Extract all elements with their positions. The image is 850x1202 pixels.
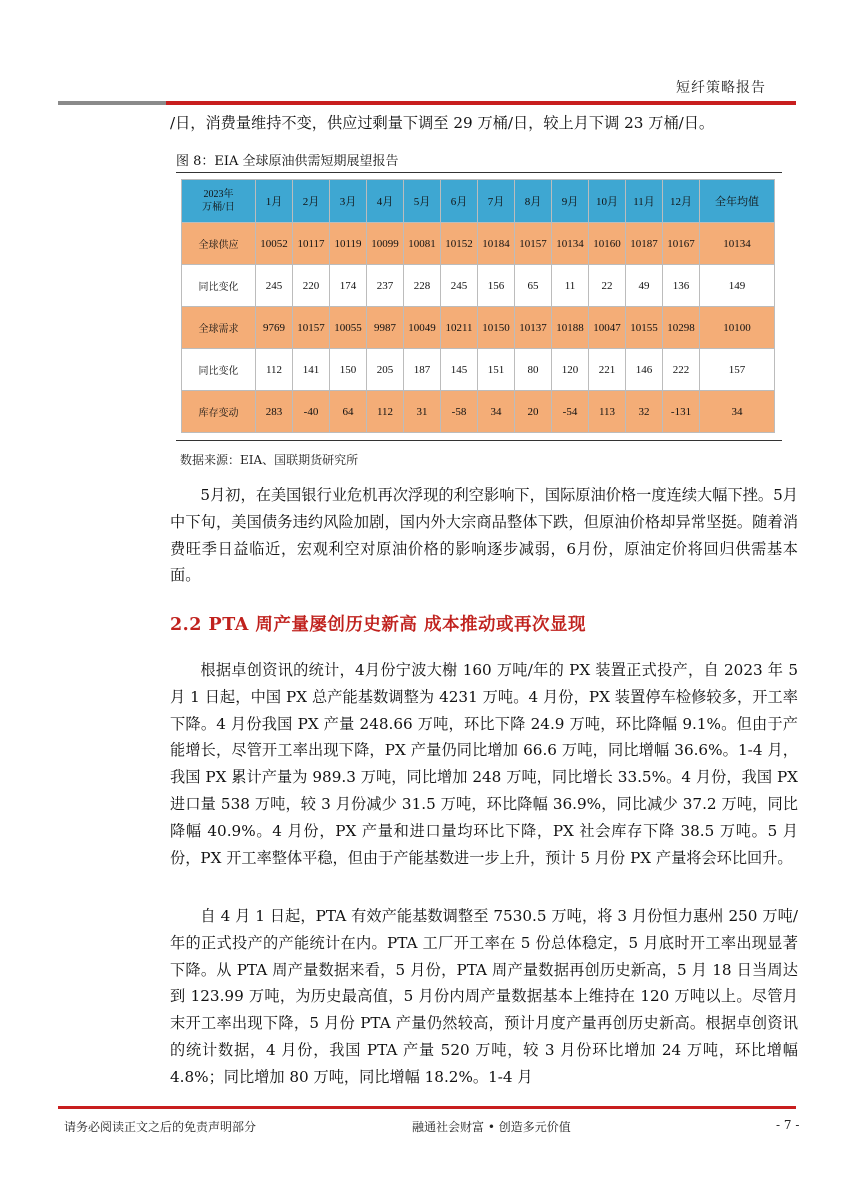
table-cell: 205 — [367, 349, 404, 391]
row-label: 库存变动 — [182, 391, 256, 433]
table-cell: 10099 — [367, 223, 404, 265]
table-cell: 10047 — [589, 307, 626, 349]
table-cell: 112 — [367, 391, 404, 433]
row-label: 全球供应 — [182, 223, 256, 265]
table-cell: 10117 — [293, 223, 330, 265]
column-header: 4月 — [367, 180, 404, 223]
table-cell: 10081 — [404, 223, 441, 265]
table-cell: 10157 — [293, 307, 330, 349]
table-cell: 141 — [293, 349, 330, 391]
header-divider-gray — [58, 101, 166, 105]
table-cell: 10188 — [552, 307, 589, 349]
table-cell: 113 — [589, 391, 626, 433]
row-label: 全球需求 — [182, 307, 256, 349]
table-cell: 10167 — [663, 223, 700, 265]
footer-divider — [58, 1106, 796, 1109]
footer-slogan: 融通社会财富 • 创造多元价值 — [412, 1120, 571, 1134]
table-cell: 150 — [330, 349, 367, 391]
table-cell: 187 — [404, 349, 441, 391]
table-cell: 22 — [589, 265, 626, 307]
table-cell: -40 — [293, 391, 330, 433]
page-number: - 7 - — [776, 1118, 800, 1132]
paragraph-oil-outlook: 5月初，在美国银行业危机再次浮现的利空影响下，国际原油价格一度连续大幅下挫。5月中下旬，美国债务违约风险加剧，国内外大宗商品整体下跌，但原油价格却异常坚挺。随着消费旺季日益临近，宏观利空对原油价格的影响逐步减弱，6月份，原油定价将回归供需基本面。 — [170, 486, 798, 585]
corner-year: 2023年 — [203, 189, 234, 200]
column-header: 9月 — [552, 180, 589, 223]
table-cell: 237 — [367, 265, 404, 307]
table-cell: 64 — [330, 391, 367, 433]
table-cell: 10049 — [404, 307, 441, 349]
table-row — [182, 349, 775, 391]
paragraph-px-output: 根据卓创资讯的统计，4月份宁波大榭 160 万吨/年的 PX 装置正式投产，自 2023 年 5 月 1 日起，中国 PX 总产能基数调整为 4231 万吨。4 月份，PX 装置停车检修较多，开工率下降。4 月份我国 PX 产量 248.66 万吨，环比下降 24.9 万吨，环比降幅 9.1%。但由于产能增长，尽管开工率出现下降，PX 产量仍同比增加 66.6 万吨，同比增幅 36.6%。1-4 月，我国 PX 累计产量为 989.3 万吨，同比增加 248 万吨，同比增长 33.5%。4 月份，我国 PX 进口量 538 万吨，较 3 月份减少 31.5 万吨，环比降幅 36.9%，同比减少 37.2 万吨，同比降幅 40.9%。4 月份，PX 产量和进口量均环比下降，PX 社会库存下降 38.5 万吨。5 月份，PX 开工率整体平稳，但由于产能基数进一步上升，预计 5 月份 PX 产量将会环比回升。 — [170, 661, 798, 867]
table-cell: 34 — [478, 391, 515, 433]
figure-source: 数据来源：EIA、国联期货研究所 — [180, 453, 359, 467]
figure-top-rule — [176, 172, 782, 173]
section-heading: 2.2 PTA 周产量屡创历史新高 成本推动或再次显现 — [170, 615, 587, 635]
table-corner-cell — [182, 180, 256, 223]
table-cell: 10184 — [478, 223, 515, 265]
row-label: 同比变化 — [182, 265, 256, 307]
table-cell: 10052 — [256, 223, 293, 265]
corner-unit: 万桶/日 — [202, 202, 235, 213]
column-header: 5月 — [404, 180, 441, 223]
table-cell: 11 — [552, 265, 589, 307]
row-label: 同比变化 — [182, 349, 256, 391]
table-cell: 65 — [515, 265, 552, 307]
table-cell: 120 — [552, 349, 589, 391]
report-type-title: 短纤策略报告 — [676, 80, 766, 96]
table-cell: 9769 — [256, 307, 293, 349]
table-cell: 245 — [256, 265, 293, 307]
column-header: 6月 — [441, 180, 478, 223]
table-cell: 112 — [256, 349, 293, 391]
table-cell: 10298 — [663, 307, 700, 349]
table-cell: 157 — [700, 349, 775, 391]
table-cell: 10187 — [626, 223, 663, 265]
table-cell: -54 — [552, 391, 589, 433]
column-header: 7月 — [478, 180, 515, 223]
table-cell: 221 — [589, 349, 626, 391]
table-cell: 136 — [663, 265, 700, 307]
table-header-row — [182, 180, 775, 223]
table-cell: 10150 — [478, 307, 515, 349]
table-cell: 31 — [404, 391, 441, 433]
column-header: 12月 — [663, 180, 700, 223]
table-cell: 156 — [478, 265, 515, 307]
table-cell: -131 — [663, 391, 700, 433]
column-header: 1月 — [256, 180, 293, 223]
table-cell: 283 — [256, 391, 293, 433]
column-header: 10月 — [589, 180, 626, 223]
table-cell: 10119 — [330, 223, 367, 265]
column-header: 全年均值 — [700, 180, 775, 223]
table-row — [182, 391, 775, 433]
table-cell: 10152 — [441, 223, 478, 265]
table-cell: 151 — [478, 349, 515, 391]
column-header: 11月 — [626, 180, 663, 223]
table-cell: 80 — [515, 349, 552, 391]
table-cell: 10211 — [441, 307, 478, 349]
table-body — [182, 223, 775, 433]
table-cell: 10155 — [626, 307, 663, 349]
table-cell: 174 — [330, 265, 367, 307]
table-cell: 32 — [626, 391, 663, 433]
column-header: 3月 — [330, 180, 367, 223]
table-cell: 34 — [700, 391, 775, 433]
table-cell: -58 — [441, 391, 478, 433]
table-cell: 10134 — [552, 223, 589, 265]
figure-bottom-rule — [176, 440, 782, 441]
table-cell: 9987 — [367, 307, 404, 349]
table-cell: 10134 — [700, 223, 775, 265]
table-cell: 245 — [441, 265, 478, 307]
eia-supply-demand-table — [181, 179, 775, 433]
table-cell: 10157 — [515, 223, 552, 265]
table-cell: 20 — [515, 391, 552, 433]
table-cell: 146 — [626, 349, 663, 391]
table-cell: 10160 — [589, 223, 626, 265]
paragraph-pta-output: 自 4 月 1 日起，PTA 有效产能基数调整至 7530.5 万吨，将 3 月份恒力惠州 250 万吨/年的正式投产的产能统计在内。PTA 工厂开工率在 5 份总体稳定，5 月底时开工率出现显著下降。从 PTA 周产量数据来看，5 月份，PTA 周产量数据再创历史新高，5 月 18 日当周达到 123.99 万吨，为历史最高值，5 月份内周产量数据基本上维持在 120 万吨以上。尽管月末开工率出现下降，5 月份 PTA 产量仍然较高，预计月度产量再创历史新高。根据卓创资讯的统计数据，4 月份，我国 PTA 产量 520 万吨，较 3 月份环比增加 24 万吨，环比增幅 4.8%；同比增加 80 万吨，同比增幅 18.2%。1-4 月 — [170, 907, 798, 1086]
footer-disclaimer: 请务必阅读正文之后的免责声明部分 — [64, 1120, 257, 1134]
column-header: 2月 — [293, 180, 330, 223]
table-cell: 10137 — [515, 307, 552, 349]
header-divider-red — [166, 101, 796, 105]
table-row — [182, 265, 775, 307]
table-cell: 10055 — [330, 307, 367, 349]
table-cell: 149 — [700, 265, 775, 307]
table-row — [182, 223, 775, 265]
table-cell: 49 — [626, 265, 663, 307]
figure-caption: 图 8：EIA 全球原油供需短期展望报告 — [176, 154, 399, 169]
table-cell: 145 — [441, 349, 478, 391]
table-cell: 220 — [293, 265, 330, 307]
intro-line: /日，消费量维持不变，供应过剩量下调至 29 万桶/日，较上月下调 23 万桶/日。 — [170, 114, 715, 132]
table-row — [182, 307, 775, 349]
table-cell: 228 — [404, 265, 441, 307]
table-cell: 10100 — [700, 307, 775, 349]
table-cell: 222 — [663, 349, 700, 391]
column-header: 8月 — [515, 180, 552, 223]
